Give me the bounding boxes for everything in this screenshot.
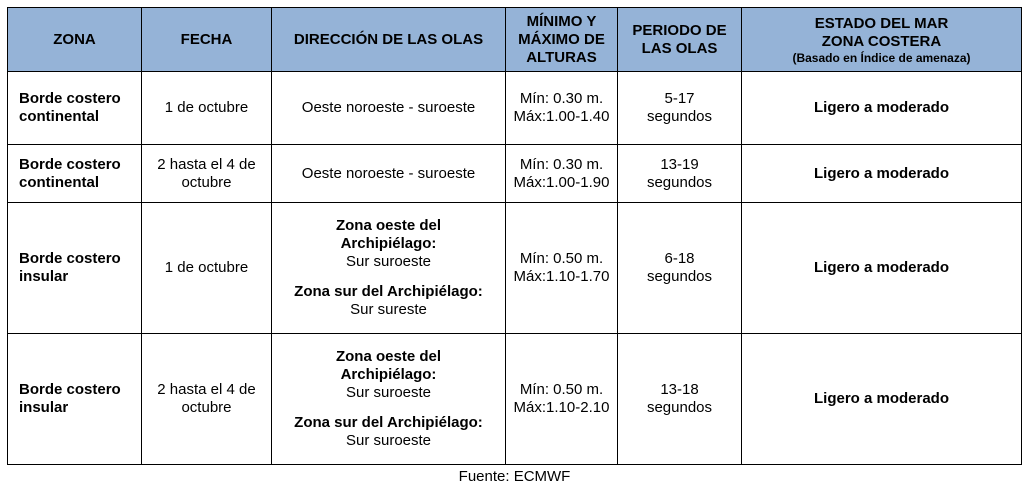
cell-estado: Ligero a moderado xyxy=(742,145,1022,203)
cell-zona: Borde costero insular xyxy=(8,334,142,465)
header-fecha: FECHA xyxy=(142,8,272,72)
cell-alturas: Mín: 0.30 m. Máx:1.00-1.40 xyxy=(506,72,618,145)
cell-fecha: 1 de octubre xyxy=(142,203,272,334)
cell-periodo: 5-17 segundos xyxy=(618,72,742,145)
cell-direccion: Oeste noroeste - suroeste xyxy=(272,72,506,145)
cell-periodo: 6-18 segundos xyxy=(618,203,742,334)
header-alturas: MÍNIMO Y MÁXIMO DE ALTURAS xyxy=(506,8,618,72)
table-row xyxy=(8,334,1022,465)
table-row xyxy=(8,72,1022,145)
cell-fecha: 2 hasta el 4 de octubre xyxy=(142,334,272,465)
header-direccion: DIRECCIÓN DE LAS OLAS xyxy=(272,8,506,72)
cell-estado: Ligero a moderado xyxy=(742,203,1022,334)
cell-estado: Ligero a moderado xyxy=(742,334,1022,465)
cell-direccion: Zona oeste del Archipiélago: Sur suroeste Zona sur del Archipiélago: Sur suroeste xyxy=(272,334,506,465)
header-periodo: PERIODO DE LAS OLAS xyxy=(618,8,742,72)
cell-direccion: Zona oeste del Archipiélago: Sur suroeste Zona sur del Archipiélago: Sur sureste xyxy=(272,203,506,334)
header-estado: ESTADO DEL MAR ZONA COSTERA (Basado en Índice de amenaza) xyxy=(742,8,1022,72)
cell-alturas: Mín: 0.50 m. Máx:1.10-1.70 xyxy=(506,203,618,334)
forecast-table xyxy=(7,7,1022,465)
cell-fecha: 2 hasta el 4 de octubre xyxy=(142,145,272,203)
source-caption: Fuente: ECMWF xyxy=(458,468,571,485)
cell-zona: Borde costero continental xyxy=(8,72,142,145)
cell-zona: Borde costero continental xyxy=(8,145,142,203)
cell-periodo: 13-19 segundos xyxy=(618,145,742,203)
cell-alturas: Mín: 0.30 m. Máx:1.00-1.90 xyxy=(506,145,618,203)
header-zona: ZONA xyxy=(8,8,142,72)
cell-fecha: 1 de octubre xyxy=(142,72,272,145)
forecast-table-container xyxy=(7,7,1021,465)
cell-alturas: Mín: 0.50 m. Máx:1.10-2.10 xyxy=(506,334,618,465)
cell-estado: Ligero a moderado xyxy=(742,72,1022,145)
cell-direccion: Oeste noroeste - suroeste xyxy=(272,145,506,203)
table-row xyxy=(8,145,1022,203)
cell-zona: Borde costero insular xyxy=(8,203,142,334)
table-header-row xyxy=(8,8,1022,72)
cell-periodo: 13-18 segundos xyxy=(618,334,742,465)
table-row xyxy=(8,203,1022,334)
